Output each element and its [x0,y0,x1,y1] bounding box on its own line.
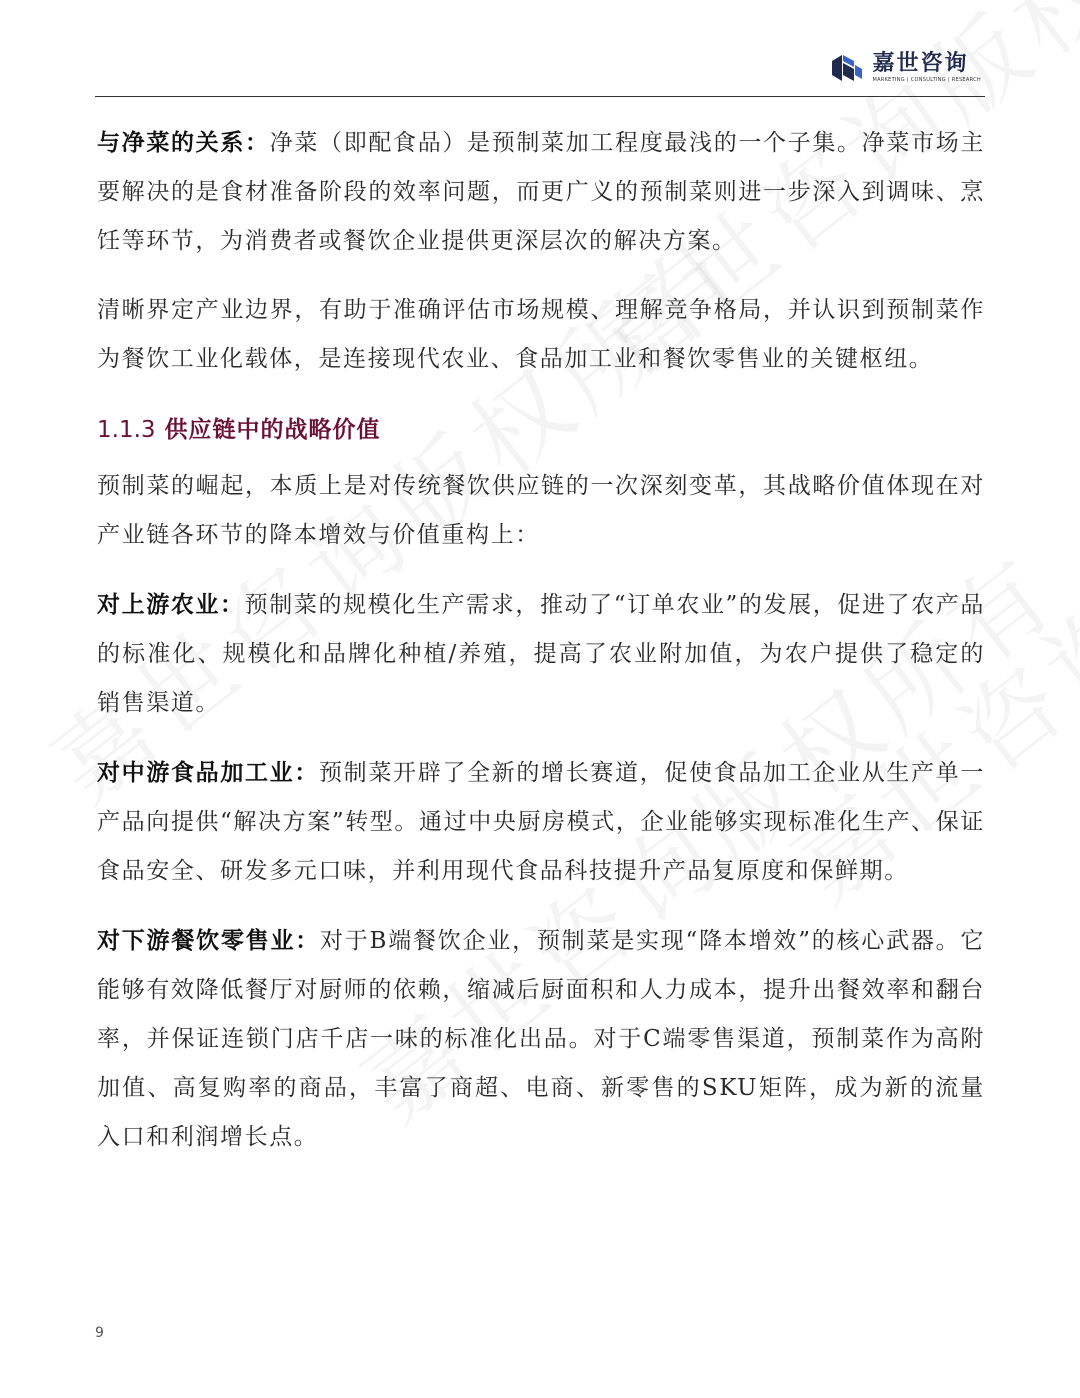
brand-tagline: MARKETING | CONSULTING | RESEARCH [872,77,981,83]
paragraph-lead: 与净菜的关系： [97,129,270,156]
section-title: 供应链中的战略价值 [164,416,381,443]
paragraph-text: 预制菜的规模化生产需求，推动了“订单农业”的发展，促进了农产品的标准化、规模化和品牌化种植/养殖，提高了农业附加值，为农户提供了稳定的销售渠道。 [97,592,985,716]
paragraph-upstream-agriculture [97,580,985,728]
paragraph-text: 预制菜的崛起，本质上是对传统餐饮供应链的一次深刻变革，其战略价值体现在对产业链各环节的降本增效与价值重构上： [97,473,985,548]
brand-logo-icon [830,51,864,85]
paragraph-net-vegetable-relation [97,118,985,266]
paragraph-text: 对于B端餐饮企业，预制菜是实现“降本增效”的核心武器。它能够有效降低餐厅对厨师的依赖，缩减后厨面积和人力成本，提升出餐效率和翻台率，并保证连锁门店千店一味的标准化出品。对于C端零售渠道，预制菜作为高附加值、高复购率的商品，丰富了商超、电商、新零售的SKU矩阵，成为新的流量入口和利润增长点。 [97,928,985,1150]
paragraph-text: 预制菜开辟了全新的增长赛道，促使食品加工企业从生产单一产品向提供“解决方案”转型。通过中央厨房模式，企业能够实现标准化生产、保证食品安全、研发多元口味，并利用现代食品科技提升产品复原度和保鲜期。 [97,760,985,884]
paragraph-lead: 对中游食品加工业： [97,759,320,786]
paragraph-downstream-retail [97,916,985,1162]
paragraph-midstream-processing [97,748,985,896]
page-header [95,40,985,97]
section-number: 1.1.3 [97,417,156,443]
page-number: 9 [95,1325,104,1341]
paragraph-industry-boundary [97,286,985,384]
section-heading [97,410,985,450]
page-body [97,118,985,1182]
paragraph-text: 净菜（即配食品）是预制菜加工程度最浅的一个子集。净菜市场主要解决的是食材准备阶段的效率问题，而更广义的预制菜则进一步深入到调味、烹饪等环节，为消费者或餐饮企业提供更深层次的解决方案。 [97,130,985,254]
paragraph-text: 清晰界定产业边界，有助于准确评估市场规模、理解竞争格局，并认识到预制菜作为餐饮工业化载体，是连接现代农业、食品加工业和餐饮零售业的关键枢纽。 [97,297,985,372]
brand-logo [830,46,981,90]
brand-name: 嘉世咨询 [872,51,969,76]
paragraph-lead: 对下游餐饮零售业： [97,927,320,954]
paragraph-lead: 对上游农业： [97,591,245,618]
paragraph-strategic-intro [97,462,985,560]
